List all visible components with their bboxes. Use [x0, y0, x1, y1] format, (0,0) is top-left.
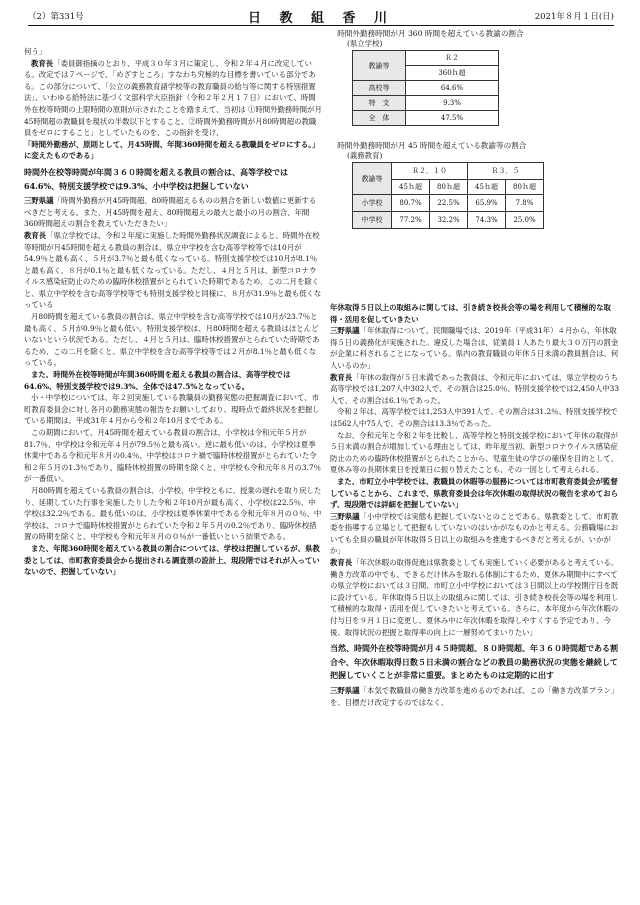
newspaper-title: 日 教 組 香 川 [247, 11, 395, 26]
paragraph-text: なお、令和元年と令和２年を比較し、高等学校と特別支援学校において年休の取得が５日未満の割合が増加している理由としては、昨年度当初、新型コロナウイルス感染症防止のための臨時休校措置がとられたことから、児童生徒の学びの確保を目的として、夏休み等の長期休業日を授業日に振り替えたことも、その一因として考えられる。 [330, 430, 619, 475]
speaker-label: 三野県議 [24, 196, 54, 206]
paragraph-text: また、時間外在校等時間が年間360時間を超える教員の割合は、高等学校では64.6%、特別支援学校では9.3%、全体では47.5%となっている。 [24, 370, 291, 391]
table1-subtitle: (県立学校) [347, 39, 383, 48]
header-rule [28, 25, 614, 26]
paragraph [330, 430, 620, 476]
table-cell: 22.5% [430, 195, 468, 212]
paragraph-text: 「時間外勤務が、原則として、月45時間、年間360時間を超える教職員をゼロにする。」に変えたものである」 [24, 139, 320, 161]
table1-head-label: 教諭等 [353, 51, 406, 81]
table2-col: 45ｈ超 [468, 180, 506, 195]
tables-area [330, 28, 620, 229]
paragraph-text: 何う」 [24, 47, 47, 56]
speaker-label: 教育長 [330, 372, 353, 382]
table-cell: 47.5% [406, 111, 499, 126]
paragraph [24, 427, 322, 485]
paragraph [24, 195, 322, 230]
speaker-label: 三野県議 [330, 686, 360, 695]
paragraph-text: 「時間外勤務が月45時間超、80時間超えるものの割合を新しい数値に更新するべきだと考える。また、月45時間を超え、80時間超えの最大と最小の月の割合、年間360時間超えの割合を教えていただきたい」 [24, 196, 317, 229]
paragraph [330, 685, 620, 708]
table2-head-label: 教諭等 [353, 163, 392, 195]
table-cell: 77.2% [392, 212, 430, 229]
paragraph [24, 369, 322, 392]
paragraph [24, 139, 322, 162]
table-cell: 7.8% [506, 195, 544, 212]
paragraph [330, 302, 620, 325]
paragraph [24, 485, 322, 543]
paragraph [330, 372, 620, 407]
paragraph [330, 325, 620, 371]
table-cell: 全 体 [353, 111, 406, 126]
paragraph-text: 「年休の取得が５日未満であった教員は、令和元年においては、県立学校のうち高等学校では1,207人中302人で、その割合は25.0％、特別支援学校では2,450人中33人で、その割合は6.1％であった。 [330, 372, 620, 405]
speaker-label: 教育長 [31, 58, 54, 68]
page-header [28, 8, 614, 24]
paragraph-text: 「本気で教職員の働き方改革を進めるのであれば、この「働き方改革プラン」を、目標だけ改定するのではなく、 [330, 686, 619, 707]
table-cell: 9.3% [406, 96, 499, 111]
speaker-label: 教育長 [330, 558, 353, 568]
left-column [24, 46, 322, 578]
right-column [330, 302, 620, 708]
paragraph-text: 小・中学校については、年２回実施している教職員の勤務実態の把握調査において、市町教育委員会に対し各月の勤務実態の報告をお願いしており、現時点で最終状況を把握している期間は、平成31年４月から令和２年10月までである。 [24, 393, 320, 426]
paragraph [24, 46, 322, 58]
paragraph [330, 476, 620, 511]
issue-number: （2）第331号 [28, 12, 84, 22]
table2-subtitle: (義務教育) [347, 151, 383, 160]
paragraph-text: 月80時間を超えている教員の割合は、小学校、中学校ともに、授業の遅れを取り戻したり、延期していた行事を実施したりした令和２年10月が最も高く、小学校は22.5％、中学校は32.2％である。最も低いのは、小学校は夏季休業中である令和元年８月の０％、中学校は、コロナで臨時休校措置がとられていた令和２年５月の0.2％であり、臨時休校措置の時期を除くと、中学校も令和元年８月の０％が一番低いという結果である。 [24, 485, 322, 542]
table2-col: 80ｈ超 [430, 180, 468, 195]
table-cell: 32.2% [430, 212, 468, 229]
table2-col: 80ｈ超 [506, 180, 544, 195]
paragraph [24, 311, 322, 369]
paragraph-text: 「年休取得について、民間職場では、2019年（平成31年）４月から、年休取得５日の義務化が実施された。違反した場合は、従業員１人あたり最大３０万円の罰金が企業に科されることになっている。県内の教育職員の年休５日未満の教員割合は、何人いるのか」 [330, 326, 619, 370]
paragraph-text: 「県立学校では、令和２年度に実施した時間外勤務状況調査によると、時間外在校等時間が月45時間を超える教員の割合は、県立中学校を含む高等学校等では10月が54.9％と最も高く、５月が3.7％と最も低くなっている。特別支援学校では10月が8.1％と最も高く、８月が0.1％と最も低くなっている。ただし、４月と５月は、新型コロナウイルス感染症防止のための臨時休校措置がとられていた時期であるため、この二月を除くと、県立中学校を含む高等学校等でも特別支援学校と同様に、８月が31.9％と最も低くなっている [24, 230, 322, 310]
paragraph [330, 511, 620, 557]
paragraph-text: 「年次休暇の取得促進は県教委としても実施していく必要があると考えている。働き方改革の中でも、できるだけ休みを取れる体制にするため、夏休み期間中にすべての県立学校においては３日間、市町立小中学校においては３日間以上の学校閉庁日を既に設けている。年休取得５日以上の取組みに関しては、引き続き校長会等の場を利用して積極的な取得・活用を促していきたいと考えている。さらに、本年度から年次休暇の付与日を９月１日に変更し、夏休み中に年次休暇を取得しやすくする予定であり、今後、取得状況の把握と取得率の向上に一層努めてまいりたい」 [330, 558, 619, 637]
table-cell: 25.0% [506, 212, 544, 229]
paragraph [330, 557, 620, 638]
table1-caption: 時間外勤務時間が月 360 時間を超えている教諭の割合 [337, 29, 524, 38]
table-cell: 中学校 [353, 212, 392, 229]
paragraph-text: また、市町立小中学校では、教職員の休暇等の服務については市町教育委員会が監督していることから、これまで、県教育委員会は年次休暇の取得状況の報告を求めておらず、現段階では詳細を把握していない」 [330, 476, 619, 510]
table-cell: 64.6% [406, 81, 499, 96]
paragraph [24, 392, 322, 427]
paragraph-text: 令和２年は、高等学校では1,253人中391人で、その割合は31.2％、特別支援学校では562人中75人で、その割合は13.3％であった。 [330, 407, 618, 428]
speaker-label: 三野県議 [330, 326, 360, 336]
table2-year-1: Ｒ２．１０ [392, 163, 468, 180]
paragraph [24, 230, 322, 311]
paragraph-text: また、年間360時間を超えている教員の割合については、学校は把握しているが、県教委としては、市町教育委員会から提出される調査票の設計上、現段階ではそれが入っていないので、把握していない」 [24, 543, 320, 577]
issue-date: 2021年８月１日(日) [534, 12, 614, 22]
table-cell: 65.9% [468, 195, 506, 212]
paragraph [24, 58, 322, 139]
paragraph [330, 406, 620, 429]
table2-caption: 時間外勤務時間が月 45 時間を超えている教諭等の割合 [337, 141, 527, 150]
table2-year-2: Ｒ３．５ [468, 163, 544, 180]
paragraph [24, 543, 322, 578]
table2-col: 45ｈ超 [392, 180, 430, 195]
section-heading: 当然、時間外在校等時間が月４５時間超、８０時間超、年３６０時間超である割合や、年次休暇取得日数５日未満の割合などの教員の勤務状況の実態を継続して把握していくことが非常に重要。まとめたものは定期的に出す [330, 643, 618, 681]
table1-year: Ｒ２ [406, 51, 499, 66]
speaker-label: 三野県議 [330, 511, 360, 521]
table1-col: 360ｈ超 [406, 66, 499, 81]
table-cell: 特 支 [353, 96, 406, 111]
section-heading: 時間外在校等時間が年間３６０時間を超える教員の割合は、高等学校では64.6%、特別支援学校では9.3%、小中学校は把握していない [24, 166, 288, 191]
table-cell: 高校等 [353, 81, 406, 96]
speaker-label: 教育長 [24, 230, 47, 240]
table2 [352, 162, 544, 229]
table1 [352, 50, 499, 126]
paragraph-text: 年休取得５日以上の取組みに関しては、引き続き校長会等の場を利用して積極的な取得・活用を促していきたい [330, 303, 611, 324]
paragraph-text: 月80時間を超えている教員の割合は、県立中学校を含む高等学校では10月が23.7％と最も高く、５月が0.9％と最も低い。特別支援学校は、月80時間を超える教員はほとんどいないという状況である。ただし、４月と５月は、臨時休校措置がとられていた時期であるため、この二月を除くと、県立中学校を含む高等学校等では２月が8.1％と最も低くなっている。 [24, 312, 320, 368]
paragraph-text: この期間において、月45時間を超えている教員の割合は、小学校は令和元年５月が81.7％、中学校は令和元年４月が79.5％と最も高い。逆に最も低いのは、小学校は夏季休業中である令和元年８月の0.4％、中学校はコロナ禍で臨時休校措置がとられていた令和２年５月の1.3％であり、臨時休校措置の時期を除くと、中学校も令和元年８月の3.7％が一番低い。 [24, 428, 321, 484]
table-cell: 74.3% [468, 212, 506, 229]
table-cell: 小学校 [353, 195, 392, 212]
paragraph-text: 「小中学校では実態も把握していないとのことである。県教委として、市町教委を指導する立場として把握もしていないのはいかがなものかと考える。公務職場においても全員の職員が年休取得５日以上の取組みを推進するべきだと考えるが、いかがか」 [330, 511, 619, 556]
paragraph-text: 「委員御指摘のとおり、平成３０年３月に策定し、令和２年４月に改定している。改定では７ページで、「めざすところ」すなわち究極的な目標を書いている部分である。この部分について、「公立の義務教育諸学校等の教育職員の給与等に関する特別措置法」、いわゆる給特法に基づく文部科学大臣指針（令和２年２月１７日）において、時間外在校等時間の上限時間の原則が示されたことを踏まえて、当初は ①時間外勤務時間が月45時間超の教職員を現状の半数以下とすること、②時間外勤務時間が月80時間超の教職員をゼロにすること」としていたものを、この指針を受け、 [24, 58, 322, 138]
table-cell: 80.7% [392, 195, 430, 212]
